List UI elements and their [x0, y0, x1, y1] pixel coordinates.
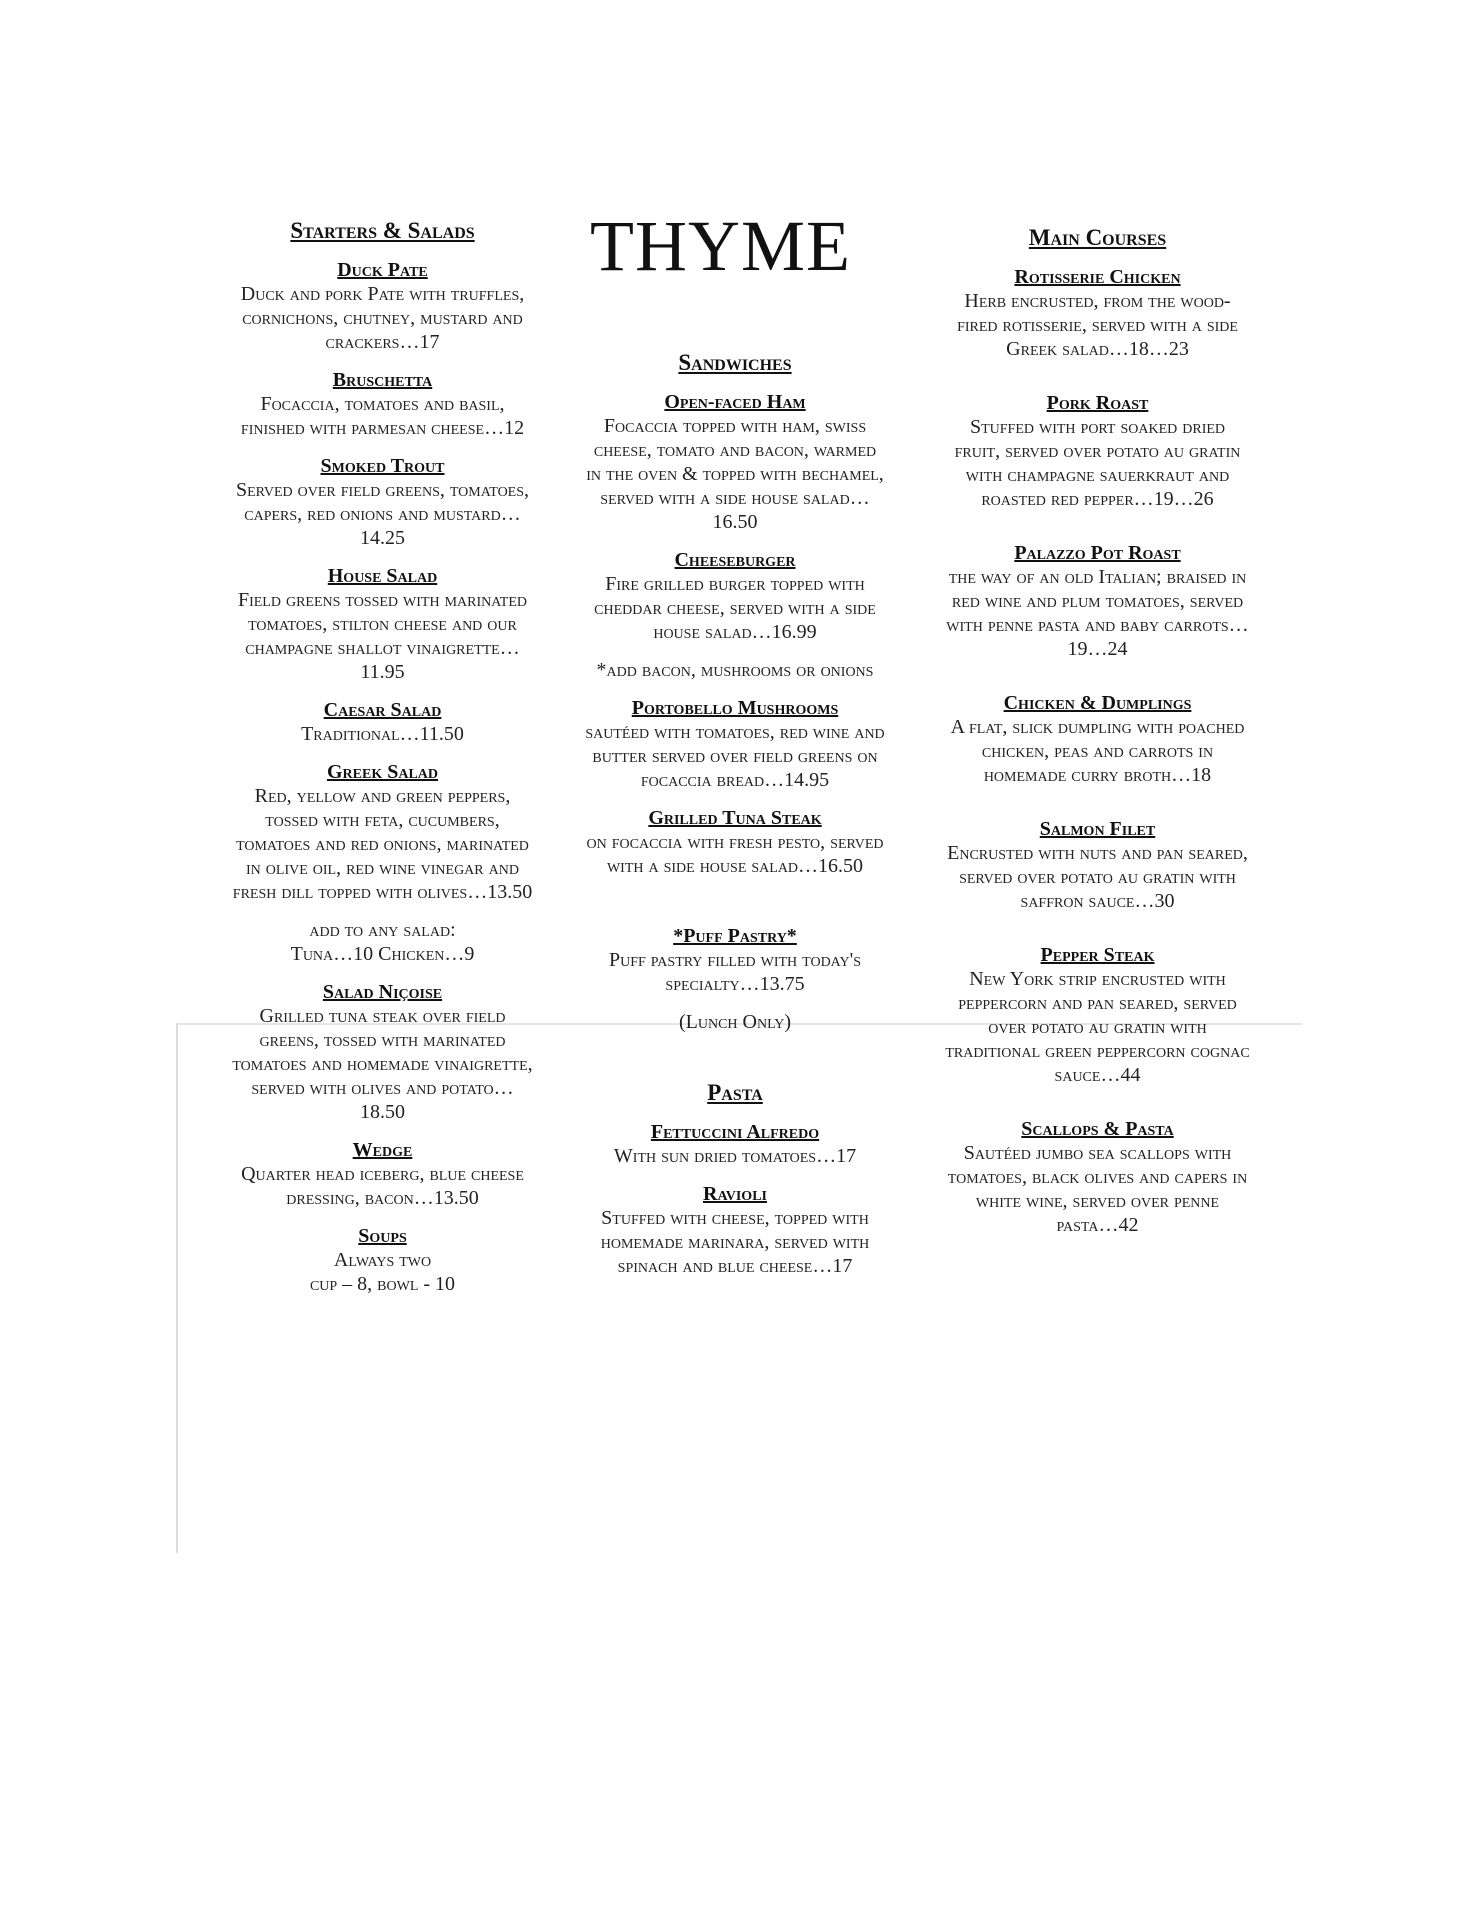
menu-item-name: Duck Pate [337, 259, 428, 281]
menu-item-description: New York strip encrusted with peppercorn and pan seared, served over potato au gratin with traditional green peppercorn cognac sauce…44 [945, 968, 1250, 1086]
section-heading-starters: Starters & Salads [290, 218, 475, 243]
menu-item-name: Bruschetta [332, 369, 433, 391]
menu-item-name: Greek Salad [326, 761, 439, 783]
menu-item-name: Palazzo Pot Roast [1014, 542, 1181, 564]
menu-item-name: Caesar Salad [323, 699, 442, 721]
menu-item [230, 1224, 535, 1296]
menu-item-description: Focaccia, tomatoes and basil, finished with parmesan cheese…12 [240, 393, 525, 439]
soup-prices: cup – 8, bowl - 10 [309, 1273, 456, 1295]
menu-item-description: Puff pastry filled with today's specialty…13.75 [608, 949, 862, 995]
menu-item-description: Stuffed with port soaked dried fruit, served over potato au gratin with champagne sauerkraut and roasted red pepper…19…26 [954, 416, 1241, 510]
menu-item [230, 1138, 535, 1210]
menu-item-name: Smoked Trout [320, 455, 445, 477]
menu-item-name: Salmon Filet [1039, 818, 1156, 840]
divider-line-vertical [176, 1023, 178, 1553]
menu-item-description: Duck and pork Pate with truffles, cornichons, chutney, mustard and crackers…17 [240, 283, 525, 353]
salad-addon-note [230, 918, 535, 966]
menu-item-description: Sautéed jumbo sea scallops with tomatoes, black olives and capers in white wine, served over penne pasta…42 [947, 1142, 1248, 1236]
restaurant-title: THYME [590, 206, 851, 286]
menu-item [585, 1182, 885, 1278]
menu-item-name: Cheeseburger [674, 549, 796, 571]
starters-salads-column [230, 218, 535, 1310]
menu-item-name: Fettuccini Alfredo [650, 1121, 820, 1143]
section-heading-main-courses: Main Courses [1028, 225, 1167, 250]
menu-item-name: Chicken & Dumplings [1003, 692, 1192, 714]
salad-addon-line: add to any salad: [309, 919, 456, 941]
menu-item-description: Always two [333, 1249, 432, 1271]
menu-item-name: Pepper Steak [1040, 944, 1155, 966]
menu-item-description: Herb encrusted, from the wood-fired rotisserie, served with a side Greek salad…18…23 [957, 290, 1238, 360]
menu-item-description: Served over field greens, tomatoes, capers, red onions and mustard…14.25 [235, 479, 530, 549]
menu-item-name: Salad Niçoise [322, 981, 443, 1003]
menu-item-name: Ravioli [703, 1183, 767, 1205]
menu-item-name: Soups [358, 1225, 407, 1247]
menu-item [585, 924, 885, 996]
menu-item [945, 691, 1250, 787]
menu-item [230, 760, 535, 904]
menu-item [585, 390, 885, 534]
menu-item [230, 454, 535, 550]
menu-item [945, 943, 1250, 1087]
menu-item [945, 1117, 1250, 1237]
menu-item-description: Encrusted with nuts and pan seared, served over potato au gratin with saffron sauce…30 [947, 842, 1248, 912]
menu-item-name: Rotisserie Chicken [1014, 266, 1181, 288]
menu-item-description: Grilled tuna steak over field greens, tossed with marinated tomatoes and homemade vinaigrette, served with olives and potato…18.50 [232, 1005, 533, 1123]
lunch-only-note: (Lunch Only) [678, 1011, 792, 1033]
salad-addon-prices: Tuna…10 Chicken…9 [290, 943, 475, 965]
menu-item [230, 258, 535, 354]
section-heading-pasta: Pasta [707, 1080, 763, 1105]
menu-item-name: Wedge [352, 1139, 413, 1161]
menu-item-description: sautéed with tomatoes, red wine and butter served over field greens on focaccia bread…14.95 [585, 721, 885, 791]
menu-item [945, 391, 1250, 511]
menu-item-name: Scallops & Pasta [1021, 1118, 1174, 1140]
menu-item [585, 548, 885, 644]
menu-item-description: Traditional…11.50 [301, 723, 464, 745]
menu-item [945, 817, 1250, 913]
menu-item-description: With sun dried tomatoes…17 [613, 1145, 857, 1167]
menu-item-description: Stuffed with cheese, topped with homemade marinara, served with spinach and blue cheese…17 [600, 1207, 870, 1277]
menu-item [230, 368, 535, 440]
main-courses-column [945, 225, 1250, 1251]
menu-item-description: the way of an old Italian; braised in red wine and plum tomatoes, served with penne pasta and baby carrots…19…24 [946, 566, 1249, 660]
menu-item [585, 806, 885, 878]
menu-item-name: Open-faced Ham [664, 391, 806, 413]
menu-item-description: Red, yellow and green peppers, tossed with feta, cucumbers, tomatoes and red onions, marinated in olive oil, red wine vinegar and fresh dill topped with olives…13.50 [232, 785, 533, 903]
menu-item [945, 265, 1250, 361]
menu-item [585, 1120, 885, 1168]
menu-item-name: Grilled Tuna Steak [648, 807, 822, 829]
menu-item-description: Focaccia topped with ham, swiss cheese, tomato and bacon, warmed in the oven & topped with bechamel, served with a side house salad…16.50 [586, 415, 884, 533]
menu-item [230, 698, 535, 746]
menu-item-description: on focaccia with fresh pesto, served with a side house salad…16.50 [586, 831, 884, 877]
burger-addon-note: *add bacon, mushrooms or onions [596, 659, 874, 681]
menu-item-name: Pork Roast [1046, 392, 1149, 414]
menu-item [230, 564, 535, 684]
menu-item-description: Quarter head iceberg, blue cheese dressing, bacon…13.50 [241, 1163, 524, 1209]
sandwiches-column [585, 350, 885, 1292]
menu-item [230, 980, 535, 1124]
menu-item-name: *Puff Pastry* [673, 925, 797, 947]
menu-item-name: Portobello Mushrooms [631, 697, 839, 719]
menu-item [585, 696, 885, 792]
menu-item-description: Field greens tossed with marinated tomatoes, stilton cheese and our champagne shallot vinaigrette…11.95 [237, 589, 528, 683]
menu-item-description: Fire grilled burger topped with cheddar cheese, served with a side house salad…16.99 [594, 573, 876, 643]
section-heading-sandwiches: Sandwiches [678, 350, 792, 375]
menu-item [945, 541, 1250, 661]
menu-item-name: House Salad [327, 565, 438, 587]
menu-item-description: A flat, slick dumpling with poached chicken, peas and carrots in homemade curry broth…18 [950, 716, 1245, 786]
